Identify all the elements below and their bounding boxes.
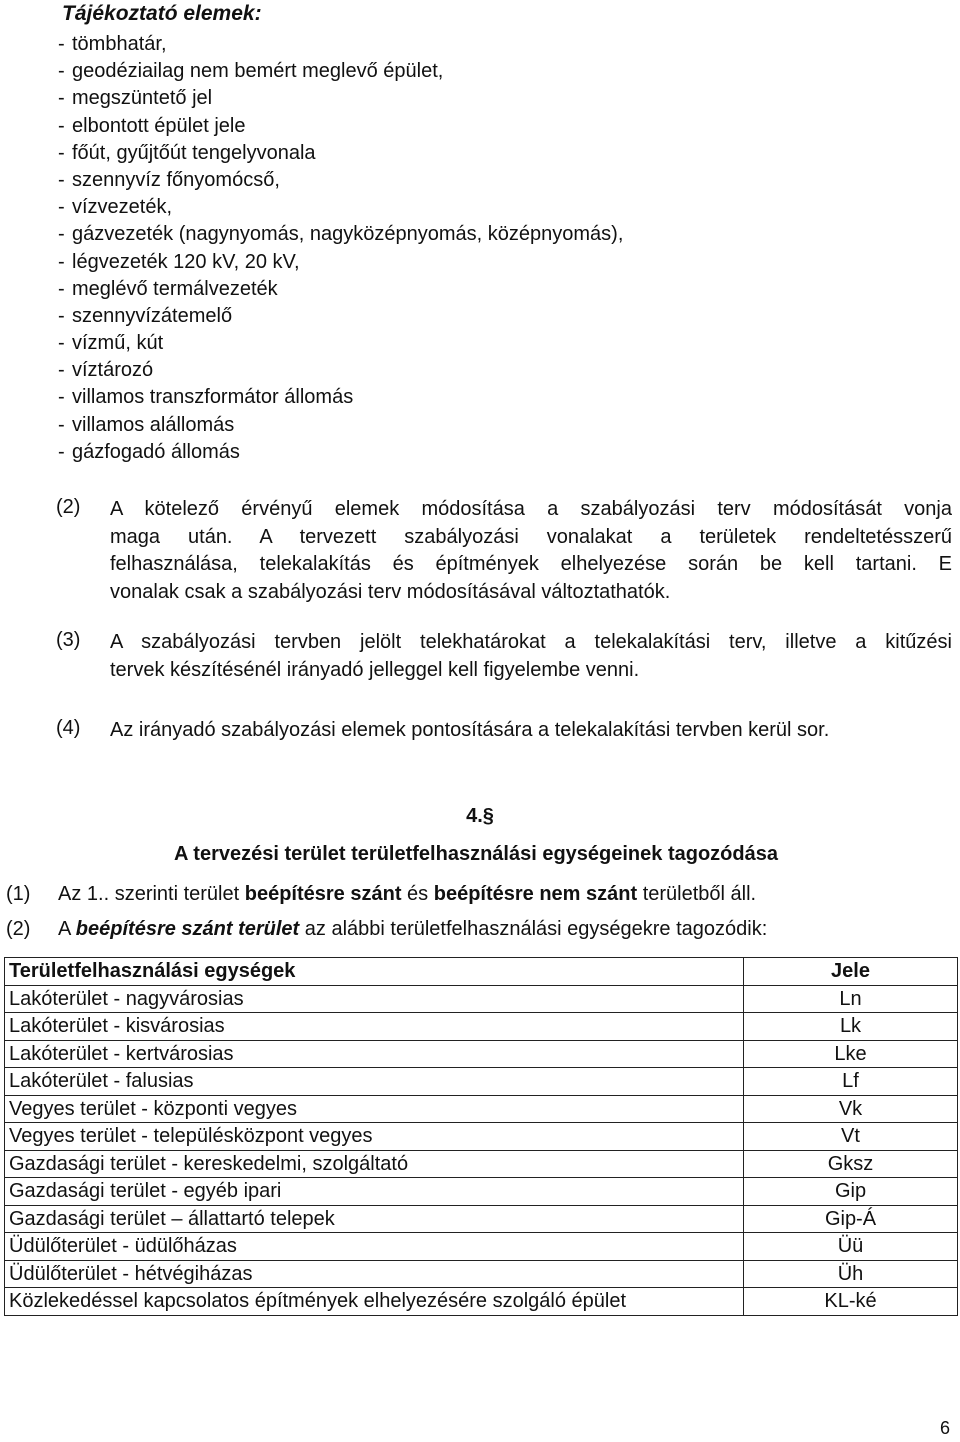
info-list — [58, 31, 623, 466]
table-header-units: Területfelhasználási egységek — [5, 958, 744, 986]
table-row — [5, 1150, 958, 1178]
section-line-1 — [6, 883, 756, 906]
info-list-item — [58, 140, 623, 167]
info-item-text: gázvezeték (nagynyomás, nagyközépnyomás, középnyomás), — [72, 223, 624, 246]
list-dash: - — [58, 168, 65, 191]
table-row — [5, 1288, 958, 1316]
info-item-text: geodéziailag nem bemért meglevő épület, — [72, 60, 444, 83]
line-text: területből áll. — [637, 883, 757, 905]
list-dash: - — [58, 196, 65, 219]
info-item-text: vízvezeték, — [72, 196, 173, 219]
list-dash: - — [58, 223, 65, 246]
line-text: A — [58, 918, 76, 940]
table-row — [5, 985, 958, 1013]
table-row — [5, 1260, 958, 1288]
list-dash: - — [58, 332, 65, 355]
info-item-text: főút, gyűjtőút tengelyvonala — [72, 141, 316, 164]
paragraph-line: tervek készítésénél irányadó jelleggel kell figyelembe venni. — [110, 658, 640, 681]
table-cell-unit: Lakóterület - kertvárosias — [5, 1040, 744, 1068]
emphasis-built-up: beépítésre szánt — [244, 883, 402, 905]
info-item-text: szennyvíz főnyomócső, — [72, 168, 280, 191]
info-list-item — [58, 113, 623, 140]
table-cell-unit: Közlekedéssel kapcsolatos építmények elhelyezésére szolgáló épület — [5, 1288, 744, 1316]
paragraph-line: maga után. A tervezett szabályozási vonalakat a területek rendeltetésszerű — [110, 525, 952, 548]
table-cell-code: Üh — [744, 1260, 958, 1288]
table-cell-unit: Üdülőterület - hétvégiházas — [5, 1260, 744, 1288]
paragraph-line: A szabályozási tervben jelölt telekhatárokat a telekalakítási terv, illetve a kitűzési — [110, 631, 952, 653]
table-cell-unit: Gazdasági terület - egyéb ipari — [5, 1178, 744, 1206]
list-dash: - — [58, 304, 65, 327]
section-title: A tervezési terület területfelhasználási egységeinek tagozódása — [174, 843, 778, 865]
list-dash: - — [58, 141, 65, 164]
info-list-item — [58, 276, 623, 303]
list-dash: - — [58, 250, 65, 273]
table-header-row — [5, 958, 958, 986]
table-cell-code: Ln — [744, 985, 958, 1013]
info-list-item — [58, 194, 623, 221]
table-cell-unit: Lakóterület - falusias — [5, 1068, 744, 1096]
table-cell-unit: Gazdasági terület – állattartó telepek — [5, 1205, 744, 1233]
info-title: Tájékoztató elemek: — [62, 2, 262, 25]
table-cell-code: Gip-Á — [744, 1205, 958, 1233]
table-cell-unit: Gazdasági terület - kereskedelmi, szolgáltató — [5, 1150, 744, 1178]
land-use-table — [4, 957, 958, 1316]
paragraph-number: (4) — [56, 717, 81, 739]
info-list-item — [58, 412, 623, 439]
table-row — [5, 1040, 958, 1068]
paragraph-number: (2) — [56, 496, 81, 518]
paragraph-number: (3) — [56, 629, 81, 651]
page-number: 6 — [939, 1418, 950, 1438]
paragraph-body — [110, 496, 952, 606]
list-dash: - — [58, 359, 65, 382]
paragraph-line: felhasználása, telekalakítás és építmények elhelyezése során be kell tartani. E — [110, 553, 952, 575]
table-cell-code: Lf — [744, 1068, 958, 1096]
info-list-item — [58, 58, 623, 85]
table-row — [5, 1123, 958, 1151]
table-row — [5, 1233, 958, 1261]
table-cell-unit: Vegyes terület - központi vegyes — [5, 1095, 744, 1123]
list-dash: - — [58, 277, 65, 300]
info-item-text: vízmű, kút — [72, 332, 164, 355]
table-cell-code: Vt — [744, 1123, 958, 1151]
line-text: az alábbi területfelhasználási egységekre tagozódik: — [299, 918, 768, 940]
list-dash: - — [58, 60, 65, 83]
table-cell-unit: Vegyes terület - településközpont vegyes — [5, 1123, 744, 1151]
table-cell-code: Üü — [744, 1233, 958, 1261]
info-list-item — [58, 167, 623, 194]
table-row — [5, 1095, 958, 1123]
list-dash: - — [58, 114, 65, 137]
table-row — [5, 1068, 958, 1096]
info-list-item — [58, 221, 623, 248]
info-item-text: elbontott épület jele — [72, 114, 246, 137]
table-row — [5, 1205, 958, 1233]
table-row — [5, 1178, 958, 1206]
info-list-item — [58, 249, 623, 276]
info-list-item — [58, 357, 623, 384]
paragraph-body — [110, 629, 952, 684]
table-cell-unit: Lakóterület - kisvárosias — [5, 1013, 744, 1041]
emphasis-built-up-area: beépítésre szánt terület — [75, 918, 300, 940]
table-cell-code: Gip — [744, 1178, 958, 1206]
line-text: Az 1.. szerinti terület — [58, 883, 245, 905]
info-item-text: szennyvízátemelő — [72, 304, 233, 327]
table-cell-unit: Lakóterület - nagyvárosias — [5, 985, 744, 1013]
list-dash: - — [58, 87, 65, 110]
list-dash: - — [58, 386, 65, 409]
emphasis-not-built-up: beépítésre nem szánt — [433, 883, 638, 905]
list-dash: - — [58, 413, 65, 436]
line-number: (1) — [6, 883, 31, 905]
info-list-item — [58, 439, 623, 466]
list-dash: - — [58, 440, 65, 463]
info-item-text: tömbhatár, — [72, 33, 167, 55]
table-cell-code: Vk — [744, 1095, 958, 1123]
section-line-2 — [6, 918, 767, 941]
info-item-text: megszüntető jel — [72, 87, 213, 110]
line-number: (2) — [6, 918, 31, 940]
table-row — [5, 1013, 958, 1041]
table-cell-code: Gksz — [744, 1150, 958, 1178]
table-header-code: Jele — [744, 958, 958, 986]
table-cell-unit: Üdülőterület - üdülőházas — [5, 1233, 744, 1261]
info-item-text: víztározó — [72, 359, 154, 382]
info-item-text: légvezeték 120 kV, 20 kV, — [72, 250, 300, 273]
info-item-text: villamos alállomás — [72, 413, 235, 436]
paragraph-sign: § — [482, 805, 494, 827]
table-cell-code: Lke — [744, 1040, 958, 1068]
section-number-text: 4. — [466, 805, 483, 827]
info-list-item — [58, 384, 623, 411]
list-dash: - — [58, 33, 65, 55]
info-list-item — [58, 330, 623, 357]
info-item-text: meglévő termálvezeték — [72, 277, 278, 300]
table-cell-code: KL-ké — [744, 1288, 958, 1316]
info-list-item — [58, 303, 623, 330]
table-cell-code: Lk — [744, 1013, 958, 1041]
paragraph-line: vonalak csak a szabályozási terv módosításával változtathatók. — [110, 580, 671, 603]
info-list-item — [58, 85, 623, 112]
info-item-text: gázfogadó állomás — [72, 440, 240, 463]
section-number — [0, 805, 960, 828]
info-item-text: villamos transzformátor állomás — [72, 386, 354, 409]
info-list-item — [58, 31, 623, 58]
paragraph-body — [110, 717, 952, 745]
paragraph-line: A kötelező érvényű elemek módosítása a szabályozási terv módosítását vonja — [110, 498, 952, 520]
paragraph-line: Az irányadó szabályozási elemek pontosítására a telekalakítási tervben kerül sor. — [110, 719, 830, 741]
line-text: és — [401, 883, 434, 905]
